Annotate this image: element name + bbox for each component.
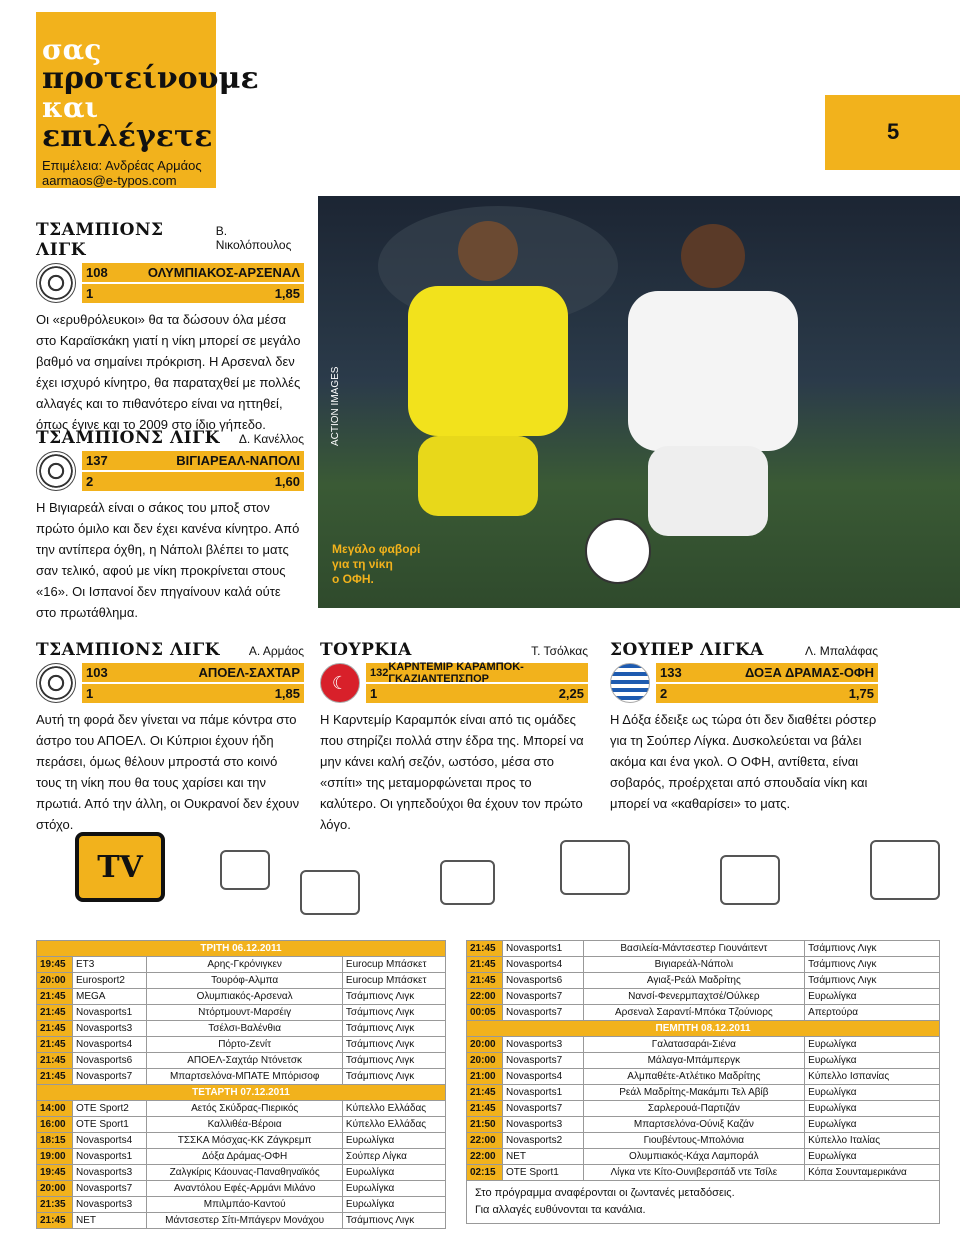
match-name: Μπαρτσελόνα-Ούνιξ Καζάν: [583, 1117, 805, 1133]
bet-section: ΤΣΑΜΠΙΟΝΣ ΛΙΓΚ: [36, 640, 220, 660]
schedule-row: [37, 1133, 446, 1149]
schedule-row: [37, 1037, 446, 1053]
tv-channel: NET: [73, 1213, 147, 1229]
schedule-row: [37, 1021, 446, 1037]
competition: Κύπελλο Ελλάδας: [342, 1101, 445, 1117]
broadcast-time: 02:15: [467, 1165, 503, 1181]
broadcast-time: 19:00: [37, 1149, 73, 1165]
bet-text: Η Καρντεμίρ Καραμπόκ είναι από τις ομάδες που στηρίζει πολλά στην έδρα της. Μπορεί να μην κάνει καλή σεζόν, ωστόσο, μέσα στο «σπίτι» της μεταμορφώνεται προς το καλύτερο. Οι γηπεδούχοι θα έχουν τον πρώτο λόγο.: [320, 712, 584, 832]
schedule-row: [467, 957, 940, 973]
schedule-row: [467, 1165, 940, 1181]
tv-channel: Novasports1: [503, 941, 584, 957]
tv-outline-icon: [220, 850, 270, 890]
broadcast-time: 22:00: [467, 1133, 503, 1149]
match-name: Αρης-Γκρόνιγκεν: [147, 957, 343, 973]
tv-schedule-left: [36, 940, 446, 1229]
schedule-note: Στο πρόγραμμα αναφέρονται οι ζωντανές μεταδόσεις. Για αλλαγές ευθύνονται τα κανάλια.: [466, 1181, 940, 1224]
bet-match: ΔΟΞΑ ΔΡΑΜΑΣ-ΟΦΗ: [745, 665, 874, 680]
competition: Τσάμπιονς Λιγκ: [805, 941, 940, 957]
schedule-row: [467, 1053, 940, 1069]
tv-channel: Novasports3: [503, 1037, 584, 1053]
broadcast-time: 21:50: [467, 1117, 503, 1133]
competition: Τσάμπιονς Λιγκ: [805, 957, 940, 973]
competition: Ευρωλίγκα: [805, 1101, 940, 1117]
tv-channel: OTE Sport1: [503, 1165, 584, 1181]
tv-channel: Novasports7: [73, 1069, 147, 1085]
broadcast-time: 21:45: [37, 1005, 73, 1021]
broadcast-time: 20:00: [37, 973, 73, 989]
schedule-row: [467, 1037, 940, 1053]
bet-code: 137: [86, 453, 108, 468]
bet-text: Οι «ερυθρόλευκοι» θα τα δώσουν όλα μέσα στο Καραϊσκάκη γιατί η νίκη μπορεί σε μεγάλο βαθμό να σημαίνει πρόκριση. Η Αρσεναλ δεν έχει ισχυρό κίνητρο, θα παραταχθεί με πολλές αλλαγές και το πιθανότερο είναι να ηττηθεί, όπως έγινε και το 2009 στο ίδιο γήπεδο.: [36, 312, 301, 432]
schedule-row: [467, 941, 940, 957]
bet-pick: 2: [660, 686, 668, 701]
match-name: Αναντόλου Εφές-Αρμάνι Μιλάνο: [147, 1181, 343, 1197]
broadcast-time: 21:45: [37, 1021, 73, 1037]
broadcast-time: 21:45: [37, 1037, 73, 1053]
match-name: ΤΣΣΚΑ Μόσχας-ΚΚ Ζάγκρεμπ: [147, 1133, 343, 1149]
bet-odds: 1,60: [274, 474, 300, 489]
competition: Τσάμπιονς Λιγκ: [342, 1037, 445, 1053]
schedule-row: [37, 1101, 446, 1117]
broadcast-time: 20:00: [467, 1037, 503, 1053]
schedule-table: [466, 940, 940, 1181]
bet-odds: 1,85: [274, 686, 300, 701]
match-name: Μάλαγα-Μπάμπεργκ: [583, 1053, 805, 1069]
competition: Eurocup Μπάσκετ: [342, 973, 445, 989]
schedule-row: [467, 1117, 940, 1133]
competition: Ευρωλίγκα: [805, 1149, 940, 1165]
bet-section: ΤΟΥΡΚΙΑ: [320, 640, 412, 660]
competition: Ευρωλίγκα: [805, 1053, 940, 1069]
header-line-3: και: [42, 91, 99, 124]
match-name: Μπιλμπάο-Καντού: [147, 1197, 343, 1213]
schedule-row: [37, 1069, 446, 1085]
match-name: Ζαλγκίρις Κάουνας-Παναθηναϊκός: [147, 1165, 343, 1181]
broadcast-time: 00:05: [467, 1005, 503, 1021]
tv-channel: Novasports3: [73, 1197, 147, 1213]
broadcast-time: 21:45: [37, 989, 73, 1005]
tv-channel: Novasports7: [503, 1005, 584, 1021]
schedule-row: [37, 1165, 446, 1181]
broadcast-time: 22:00: [467, 1149, 503, 1165]
schedule-row: [37, 1005, 446, 1021]
tv-channel: ΕΤ3: [73, 957, 147, 973]
tv-outline-icon: [300, 870, 360, 915]
bet-odds: 1,85: [274, 286, 300, 301]
bet-pick: 1: [370, 686, 378, 701]
match-name: Λίγκα ντε Κίτο-Ουνιβερσιτάδ ντε Τσίλε: [583, 1165, 805, 1181]
tv-outline-icon: [560, 840, 630, 895]
editor-email[interactable]: aarmaos@e-typos.com: [42, 173, 177, 188]
bet-code: 108: [86, 265, 108, 280]
match-name: Αγιαξ-Ρεάλ Μαδρίτης: [583, 973, 805, 989]
competition: Eurocup Μπάσκετ: [342, 957, 445, 973]
bet-odds: 2,25: [558, 686, 584, 701]
header-line-1: σας: [42, 33, 102, 66]
competition: Τσάμπιονς Λιγκ: [342, 1213, 445, 1229]
match-name: Ντόρτμουντ-Μαρσέιγ: [147, 1005, 343, 1021]
turkey-flag-icon: ☾: [320, 663, 360, 703]
competition: Σούπερ Λίγκα: [342, 1149, 445, 1165]
match-name: Νανσί-Φενερμπαχτσέ/Ούλκερ: [583, 989, 805, 1005]
bet-section: ΤΣΑΜΠΙΟΝΣ ΛΙΓΚ: [36, 220, 164, 260]
schedule-row: [37, 1213, 446, 1229]
competition: Ευρωλίγκα: [342, 1165, 445, 1181]
match-name: Ολυμπιακός-Κάχα Λαμποράλ: [583, 1149, 805, 1165]
champions-league-ball-icon: [36, 663, 76, 703]
competition: Ευρωλίγκα: [805, 1037, 940, 1053]
bet-pick: 2: [86, 474, 94, 489]
schedule-row: [37, 1053, 446, 1069]
page-number: 5: [825, 95, 960, 170]
match-name: Αετός Σκύδρας-Πιερικός: [147, 1101, 343, 1117]
tv-channel: Novasports7: [503, 1053, 584, 1069]
bet-text: Η Βιγιαρεάλ είναι ο σάκος του μποξ στον πρώτο όμιλο και δεν έχει κανένα κίνητρο. Από την αντίπερα όχθη, η Νάπολι βλέπει το ματς σαν τελικό, αφού με νίκη προκρίνεται στους «16». Οι Ισπανοί δεν πηγαίνουν καλά ούτε στο πρωτάθλημα.: [36, 500, 300, 620]
tv-channel: NET: [503, 1149, 584, 1165]
match-name: Καλλιθέα-Βέροια: [147, 1117, 343, 1133]
competition: Κόπα Σουνταμερικάνα: [805, 1165, 940, 1181]
competition: Ευρωλίγκα: [805, 1085, 940, 1101]
tv-channel: Novasports6: [73, 1053, 147, 1069]
match-name: Βασιλεία-Μάντσεστερ Γιουνάιτεντ: [583, 941, 805, 957]
broadcast-time: 20:00: [37, 1181, 73, 1197]
tv-outline-icon: [440, 860, 495, 905]
competition: Τσάμπιονς Λιγκ: [342, 1005, 445, 1021]
competition: Τσάμπιονς Λιγκ: [342, 1021, 445, 1037]
tv-channel: OTE Sport1: [73, 1117, 147, 1133]
broadcast-time: 21:45: [467, 1101, 503, 1117]
schedule-day-header: ΠΕΜΠΤΗ 08.12.2011: [467, 1021, 940, 1037]
match-name: Μπαρτσελόνα-ΜΠΑΤΕ Μπόρισοφ: [147, 1069, 343, 1085]
tv-channel: Novasports1: [73, 1149, 147, 1165]
bet-card-5: [610, 640, 878, 814]
bet-author: Λ. Μπαλάφας: [805, 644, 878, 658]
broadcast-time: 19:45: [37, 1165, 73, 1181]
tv-channel: Novasports6: [503, 973, 584, 989]
bet-section: ΣΟΥΠΕΡ ΛΙΓΚΑ: [610, 640, 764, 660]
schedule-table: [36, 940, 446, 1229]
bet-match: ΟΛΥΜΠΙΑΚΟΣ-ΑΡΣΕΝΑΛ: [147, 265, 300, 280]
match-name: Δόξα Δράμας-ΟΦΗ: [147, 1149, 343, 1165]
competition: Κύπελλο Ισπανίας: [805, 1069, 940, 1085]
schedule-row: [37, 973, 446, 989]
bet-code: 132: [370, 666, 389, 679]
match-name: Ολυμπιακός-Αρσεναλ: [147, 989, 343, 1005]
tv-outline-icon: [870, 840, 940, 900]
bet-card-1: [36, 220, 304, 435]
broadcast-time: 21:45: [37, 1213, 73, 1229]
match-name: Τσέλσι-Βαλένθια: [147, 1021, 343, 1037]
bet-match: ΒΙΓΙΑΡΕΑΛ-ΝΑΠΟΛΙ: [176, 453, 300, 468]
tv-channel: Novasports4: [73, 1133, 147, 1149]
header-line-2: προτείνουμε: [42, 61, 259, 96]
bet-odds: 1,75: [848, 686, 874, 701]
schedule-day-header: ΤΡΙΤΗ 06.12.2011: [37, 941, 446, 957]
champions-league-ball-icon: [36, 263, 76, 303]
tv-schedule-right: [466, 940, 940, 1224]
greece-flag-icon: [610, 663, 650, 703]
schedule-row: [37, 1181, 446, 1197]
competition: Τσάμπιονς Λιγκ: [342, 1069, 445, 1085]
broadcast-time: 16:00: [37, 1117, 73, 1133]
match-name: ΑΠΟΕΛ-Σαχτάρ Ντόνετσκ: [147, 1053, 343, 1069]
match-name: Αλμπαθέτε-Ατλέτικο Μαδρίτης: [583, 1069, 805, 1085]
tv-channel: Novasports4: [73, 1037, 147, 1053]
schedule-row: [467, 1133, 940, 1149]
tv-channel: Novasports3: [73, 1021, 147, 1037]
broadcast-time: 22:00: [467, 989, 503, 1005]
tv-channel: OTE Sport2: [73, 1101, 147, 1117]
tv-channel: Novasports7: [73, 1181, 147, 1197]
schedule-day-header: ΤΕΤΑΡΤΗ 07.12.2011: [37, 1085, 446, 1101]
broadcast-time: 21:45: [467, 941, 503, 957]
bet-author: Β. Νικολόπουλος: [215, 224, 292, 252]
tv-channel: Novasports4: [503, 1069, 584, 1085]
broadcast-time: 20:00: [467, 1053, 503, 1069]
bet-text: Αυτή τη φορά δεν γίνεται να πάμε κόντρα στο άστρο του ΑΠΟΕΛ. Οι Κύπριοι έχουν ήδη περάσει, όμως θέλουν μπροστά στο κοινό τους τη νίκη που θα τους χαρίσει και την πρωτιά. Από την άλλη, οι Ουκρανοί δεν έχουν στόχο.: [36, 712, 300, 832]
bet-author: Τ. Τσόλκας: [531, 644, 588, 658]
bet-author: Α. Αρμάος: [248, 644, 304, 658]
competition: Τσάμπιονς Λιγκ: [342, 989, 445, 1005]
match-name: Μάντσεστερ Σίτι-Μπάγερν Μονάχου: [147, 1213, 343, 1229]
bet-match: ΑΠΟΕΛ-ΣΑΧΤΑΡ: [198, 665, 300, 680]
bet-card-2: [36, 428, 304, 623]
match-name: Ρεάλ Μαδρίτης-Μακάμπι Τελ Αβίβ: [583, 1085, 805, 1101]
competition: Κύπελλο Ελλάδας: [342, 1117, 445, 1133]
broadcast-time: 19:45: [37, 957, 73, 973]
schedule-row: [467, 1085, 940, 1101]
bet-author: Δ. Κανέλλος: [238, 432, 304, 446]
match-name: Βιγιαρεάλ-Νάπολι: [583, 957, 805, 973]
schedule-row: [467, 1069, 940, 1085]
tv-channel: Novasports3: [503, 1117, 584, 1133]
bet-code: 133: [660, 665, 682, 680]
photo-credit: ACTION IMAGES: [330, 366, 341, 446]
bet-pick: 1: [86, 686, 94, 701]
schedule-row: [467, 1149, 940, 1165]
broadcast-time: 14:00: [37, 1101, 73, 1117]
tv-channel: Novasports1: [73, 1005, 147, 1021]
tv-channel: Eurosport2: [73, 973, 147, 989]
match-name: Τουρόφ-Αλμπα: [147, 973, 343, 989]
broadcast-time: 21:00: [467, 1069, 503, 1085]
broadcast-time: 21:45: [467, 957, 503, 973]
competition: Ευρωλίγκα: [342, 1197, 445, 1213]
champions-league-ball-icon: [36, 451, 76, 491]
match-name: Σαρλερουά-Παρτιζάν: [583, 1101, 805, 1117]
photo-caption: Μεγάλο φαβορί για τη νίκη ο ΟΦΗ.: [332, 542, 421, 586]
schedule-row: [467, 973, 940, 989]
tv-channel: Novasports3: [73, 1165, 147, 1181]
broadcast-time: 18:15: [37, 1133, 73, 1149]
schedule-row: [37, 1149, 446, 1165]
competition: Τσάμπιονς Λιγκ: [805, 973, 940, 989]
bet-code: 103: [86, 665, 108, 680]
broadcast-time: 21:35: [37, 1197, 73, 1213]
tv-channel: Novasports7: [503, 1101, 584, 1117]
competition: Ευρωλίγκα: [342, 1181, 445, 1197]
tv-channel: Novasports1: [503, 1085, 584, 1101]
match-photo: [318, 196, 960, 608]
broadcast-time: 21:45: [37, 1053, 73, 1069]
tv-channel: MEGA: [73, 989, 147, 1005]
tv-channel: Novasports4: [503, 957, 584, 973]
match-name: Γιουβέντους-Μπολόνια: [583, 1133, 805, 1149]
bet-section: ΤΣΑΜΠΙΟΝΣ ΛΙΓΚ: [36, 428, 220, 448]
schedule-row: [37, 957, 446, 973]
competition: Ευρωλίγκα: [805, 989, 940, 1005]
tv-outline-icon: [720, 855, 780, 905]
competition: Κύπελλο Ιταλίας: [805, 1133, 940, 1149]
schedule-row: [37, 1197, 446, 1213]
competition: Τσάμπιονς Λιγκ: [342, 1053, 445, 1069]
tv-label: TV: [75, 832, 165, 902]
section-header: [36, 12, 259, 188]
broadcast-time: 21:45: [37, 1069, 73, 1085]
schedule-row: [37, 989, 446, 1005]
competition: Ευρωλίγκα: [805, 1117, 940, 1133]
tv-channel: Novasports7: [503, 989, 584, 1005]
schedule-row: [467, 989, 940, 1005]
bet-pick: 1: [86, 286, 94, 301]
broadcast-time: 21:45: [467, 1085, 503, 1101]
bet-text: Η Δόξα έδειξε ως τώρα ότι δεν διαθέτει ρόστερ για τη Σούπερ Λίγκα. Δυσκολεύεται να βάλει ακόμα και ένα γκολ. Ο ΟΦΗ, αντίθετα, είναι σοβαρός, προέρχεται από σπουδαία νίκη και μπορεί να «καθαρίσει» το ματς.: [610, 712, 877, 811]
schedule-row: [37, 1117, 446, 1133]
schedule-row: [467, 1101, 940, 1117]
tv-channel: Novasports2: [503, 1133, 584, 1149]
broadcast-time: 21:45: [467, 973, 503, 989]
schedule-row: [467, 1005, 940, 1021]
header-line-4: επιλέγετε: [42, 119, 213, 154]
competition: Ευρωλίγκα: [342, 1133, 445, 1149]
bet-match: ΚΑΡΝΤΕΜΙΡ ΚΑΡΑΜΠΟΚ-ΓΚΑΖΙΑΝΤΕΠΣΠΟΡ: [388, 660, 524, 685]
match-name: Πόρτο-Ζενίτ: [147, 1037, 343, 1053]
editor-credit: Επιμέλεια: Ανδρέας Αρμάος: [42, 158, 202, 173]
match-name: Αρσεναλ Σαραντί-Μπόκα Τζούνιορς: [583, 1005, 805, 1021]
competition: Απερτούρα: [805, 1005, 940, 1021]
match-name: Γαλατασαράι-Σιένα: [583, 1037, 805, 1053]
